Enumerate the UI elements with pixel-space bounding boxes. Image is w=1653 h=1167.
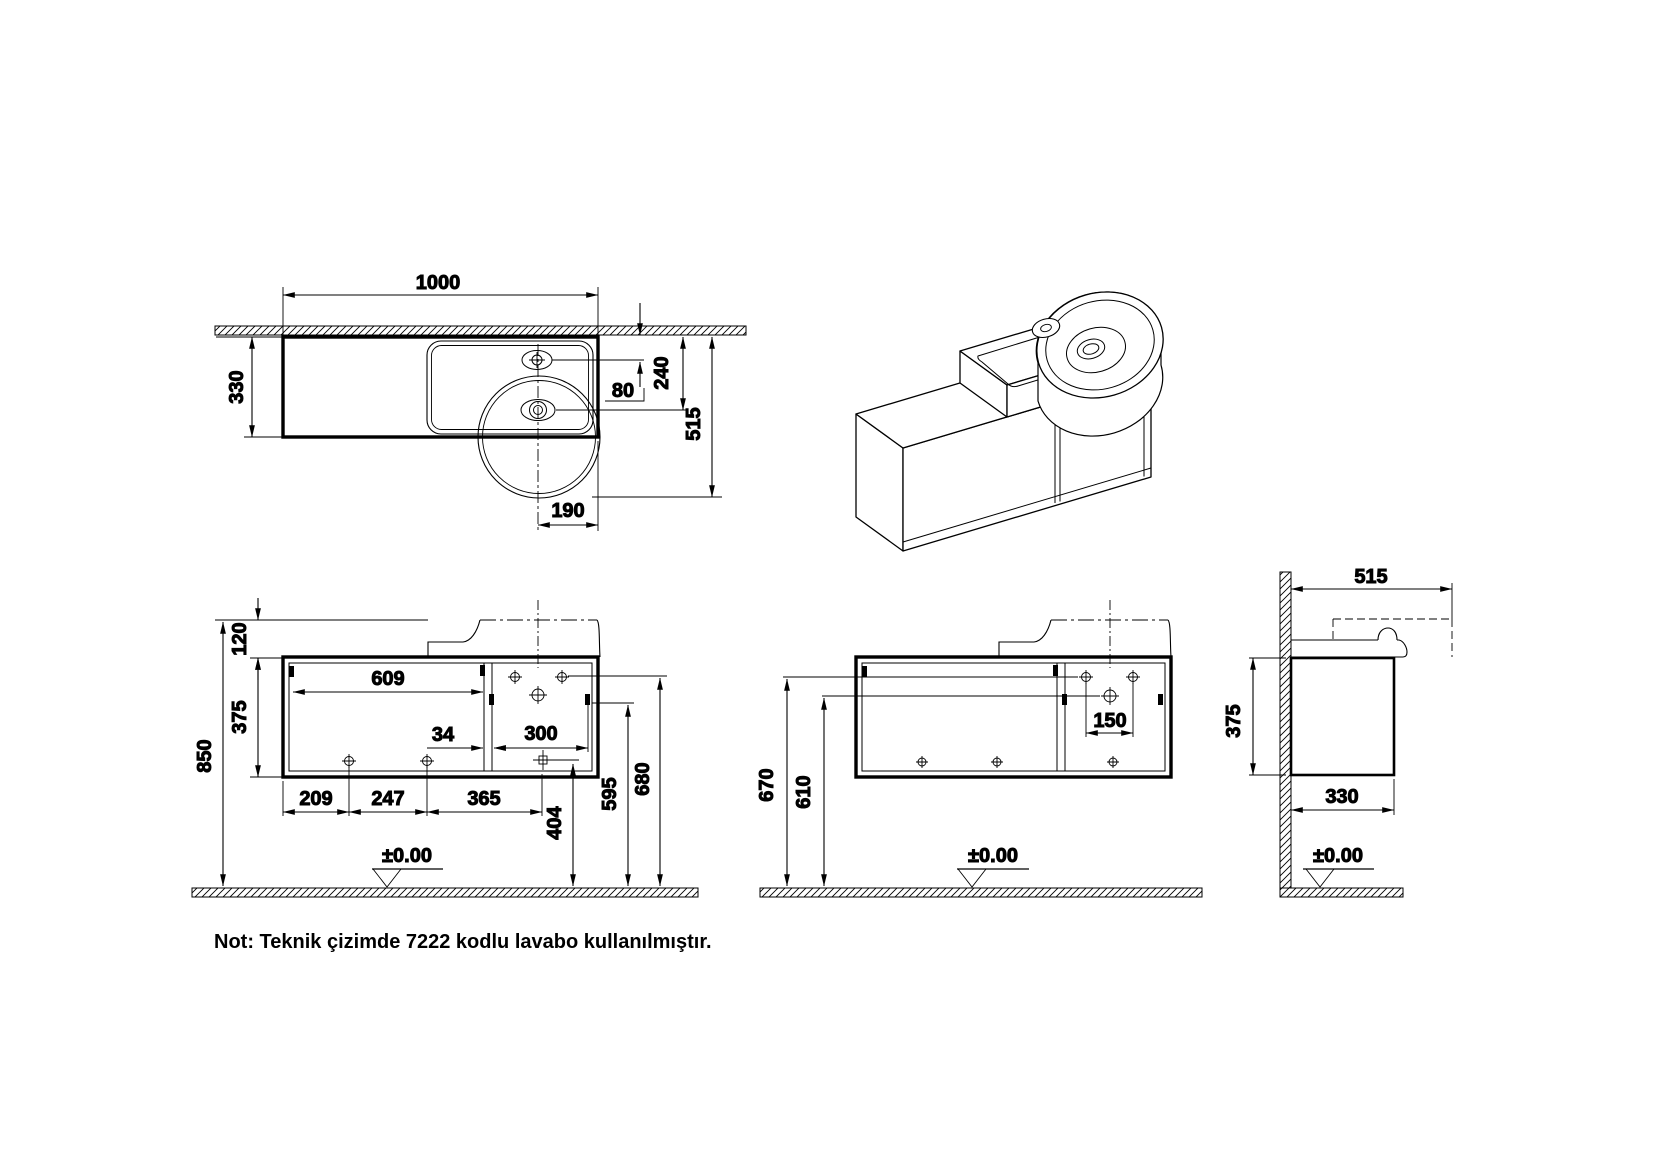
dim-label-middle-150: 150 xyxy=(1093,710,1127,732)
front-door-divider xyxy=(484,663,492,771)
front-datum-triangle xyxy=(373,869,401,887)
dim-label-plan-totaldepth: 515 xyxy=(683,407,705,441)
side-datum-triangle xyxy=(1306,869,1334,887)
dim-label-side-height: 375 xyxy=(1223,704,1245,738)
middle-hinge-marks xyxy=(862,665,1163,705)
front-basin-profile xyxy=(428,620,480,657)
plan-basin-tray xyxy=(427,341,593,434)
side-view xyxy=(1223,566,1452,897)
datum-label-front: ±0.00 xyxy=(382,845,432,867)
dim-label-front-body-height: 375 xyxy=(229,700,251,734)
dim-label-front-total-height: 850 xyxy=(194,739,216,773)
dim-label-front-595: 595 xyxy=(599,777,621,811)
dim-label-plan-faucet: 80 xyxy=(611,380,635,402)
plan-basin-tray-inner xyxy=(432,346,589,430)
dim-label-side-depth: 330 xyxy=(1325,786,1359,808)
middle-basin-profile xyxy=(999,620,1051,657)
dim-label-middle-670: 670 xyxy=(756,768,778,802)
dim-label-plan-basinoffset: 190 xyxy=(551,500,585,522)
dim-label-front-gap: 34 xyxy=(431,724,455,746)
plan-view xyxy=(215,272,746,531)
dim-label-front-span1: 209 xyxy=(299,788,333,810)
side-floor-hatch xyxy=(1280,888,1403,897)
dim-label-middle-610: 610 xyxy=(793,775,815,809)
front-hinge-marks xyxy=(289,665,590,705)
dim-label-plan-length: 1000 xyxy=(415,272,461,294)
dim-label-front-rightdoor: 300 xyxy=(524,723,558,745)
front-view xyxy=(192,598,698,897)
dim-label-front-span3: 365 xyxy=(467,788,501,810)
plan-faucet-hole xyxy=(522,351,552,370)
dim-label-plan-drain: 240 xyxy=(651,356,673,390)
front-cabinet-inner xyxy=(289,663,592,771)
front-mounting-view xyxy=(756,600,1202,897)
drawing-note: Not: Teknik çizimde 7222 kodlu lavabo kullanılmıştır. xyxy=(214,931,712,953)
dim-label-front-404: 404 xyxy=(544,806,566,840)
side-cabinet-outline xyxy=(1291,658,1394,775)
middle-door-divider xyxy=(1057,663,1065,771)
front-cabinet-outline xyxy=(283,657,598,777)
front-floor-hatch xyxy=(192,888,698,897)
dim-label-front-leftdoor: 609 xyxy=(371,668,405,690)
middle-datum-triangle xyxy=(958,869,986,887)
datum-label-middle: ±0.00 xyxy=(968,845,1018,867)
dim-label-front-680: 680 xyxy=(632,762,654,796)
dim-label-plan-depth: 330 xyxy=(226,370,248,404)
dim-label-side-totaldepth: 515 xyxy=(1354,566,1388,588)
side-wall-hatch xyxy=(1280,572,1291,888)
isometric-view xyxy=(856,277,1176,551)
side-basin-profile xyxy=(1291,619,1452,657)
plan-wall-hatch xyxy=(215,326,746,335)
datum-label-side: ±0.00 xyxy=(1313,845,1363,867)
dim-label-front-basin-lip: 120 xyxy=(229,622,251,656)
middle-floor-hatch xyxy=(760,888,1202,897)
dim-label-front-span2: 247 xyxy=(371,788,405,810)
plan-cabinet-outline xyxy=(283,337,598,437)
